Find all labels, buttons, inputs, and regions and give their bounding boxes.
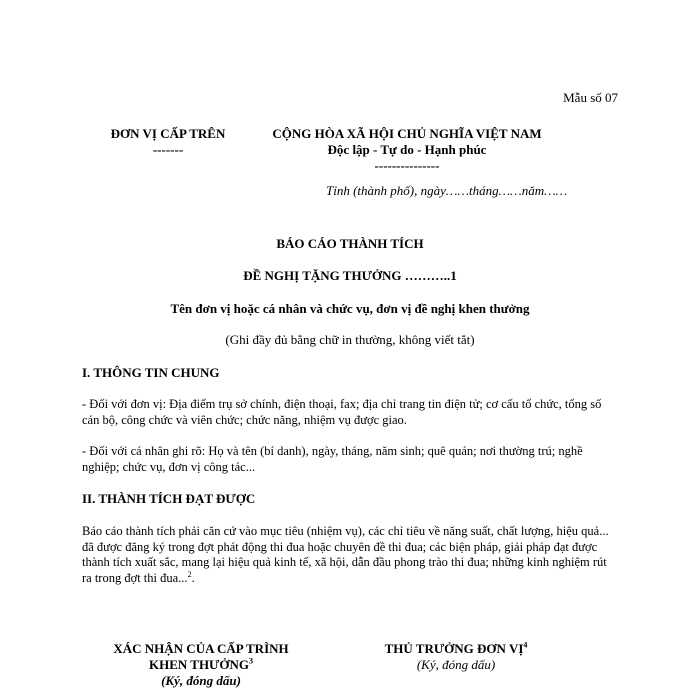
superior-unit-label: ĐƠN VỊ CẤP TRÊN (110, 126, 226, 141)
section-2-heading: II. THÀNH TÍCH ĐẠT ĐƯỢC (82, 491, 256, 506)
section-1-unit-paragraph: - Đối với đơn vị: Địa điểm trụ sở chính, điện thoại, fax; địa chỉ trang tin điện tử; cơ cấu tổ chức, tổng số cán bộ, công chức và viên chức; chức năng, nhiệm vụ được giao. (82, 397, 602, 427)
section-2-paragraph-end: . (191, 570, 195, 585)
motto-divider: --------------- (374, 158, 440, 173)
head-of-unit-title (364, 641, 548, 657)
place-date-line: Tỉnh (thành phố), ngày……tháng……năm…… (326, 183, 568, 198)
approval-signature-block (96, 641, 306, 689)
footnote-3: 3 (249, 656, 254, 666)
national-motto: Độc lập - Tự do - Hạnh phúc (327, 142, 487, 157)
writing-note: (Ghi đầy đủ bằng chữ in thường, không viết tắt) (225, 332, 475, 347)
country-name: CỘNG HÒA XÃ HỘI CHỦ NGHĨA VIỆT NAM (272, 126, 542, 141)
section-1-heading: I. THÔNG TIN CHUNG (82, 365, 220, 380)
head-of-unit-signature-block (364, 641, 548, 673)
head-of-unit-title-text: THỦ TRƯỞNG ĐƠN VỊ (384, 641, 524, 656)
national-header (262, 126, 552, 174)
report-subtitle-text: ĐỀ NGHỊ TẶNG THƯỞNG ……….. (243, 268, 451, 283)
footnote-2: 2 (187, 569, 192, 579)
section-2-paragraph-text: Báo cáo thành tích phải căn cứ vào mục tiêu (nhiệm vụ), các chỉ tiêu về năng suất, chất lượng, hiệu quả... đã được đăng ký trong đợt phát động thi đua hoặc chuyên đề thi đua; các biện pháp, giải pháp đạt được thành tích xuất sắc, mang lại hiệu quả kinh tế, xã hội, dẫn đầu phong trào thi đua; những kinh nghiệm rút ra trong đợt thi đua... (82, 524, 609, 585)
head-of-unit-sign-note: (Ký, đóng dấu) (416, 657, 496, 672)
approval-title-line-2-text: KHEN THƯỞNG (148, 657, 250, 672)
superior-unit-header (100, 126, 236, 158)
footnote-1: 1 (450, 268, 457, 283)
approval-sign-note: (Ký, đóng dấu) (161, 673, 241, 688)
section-1-individual-paragraph: - Đối với cá nhân ghi rõ: Họ và tên (bí danh), ngày, tháng, năm sinh; quê quán; nơi thường trú; nghề nghiệp; chức vụ, đơn vị công tác... (82, 444, 583, 474)
section-2-paragraph (82, 524, 614, 586)
approval-title-line-2 (96, 657, 306, 673)
form-number: Mẫu số 07 (563, 90, 618, 105)
footnote-4: 4 (523, 640, 528, 650)
approval-title-line-1: XÁC NHẬN CỦA CẤP TRÌNH (113, 641, 289, 656)
report-subtitle (0, 268, 700, 284)
report-title: BÁO CÁO THÀNH TÍCH (276, 236, 424, 251)
nominee-unit-line: Tên đơn vị hoặc cá nhân và chức vụ, đơn vị đề nghị khen thưởng (170, 301, 530, 316)
superior-unit-divider: ------- (152, 142, 184, 157)
